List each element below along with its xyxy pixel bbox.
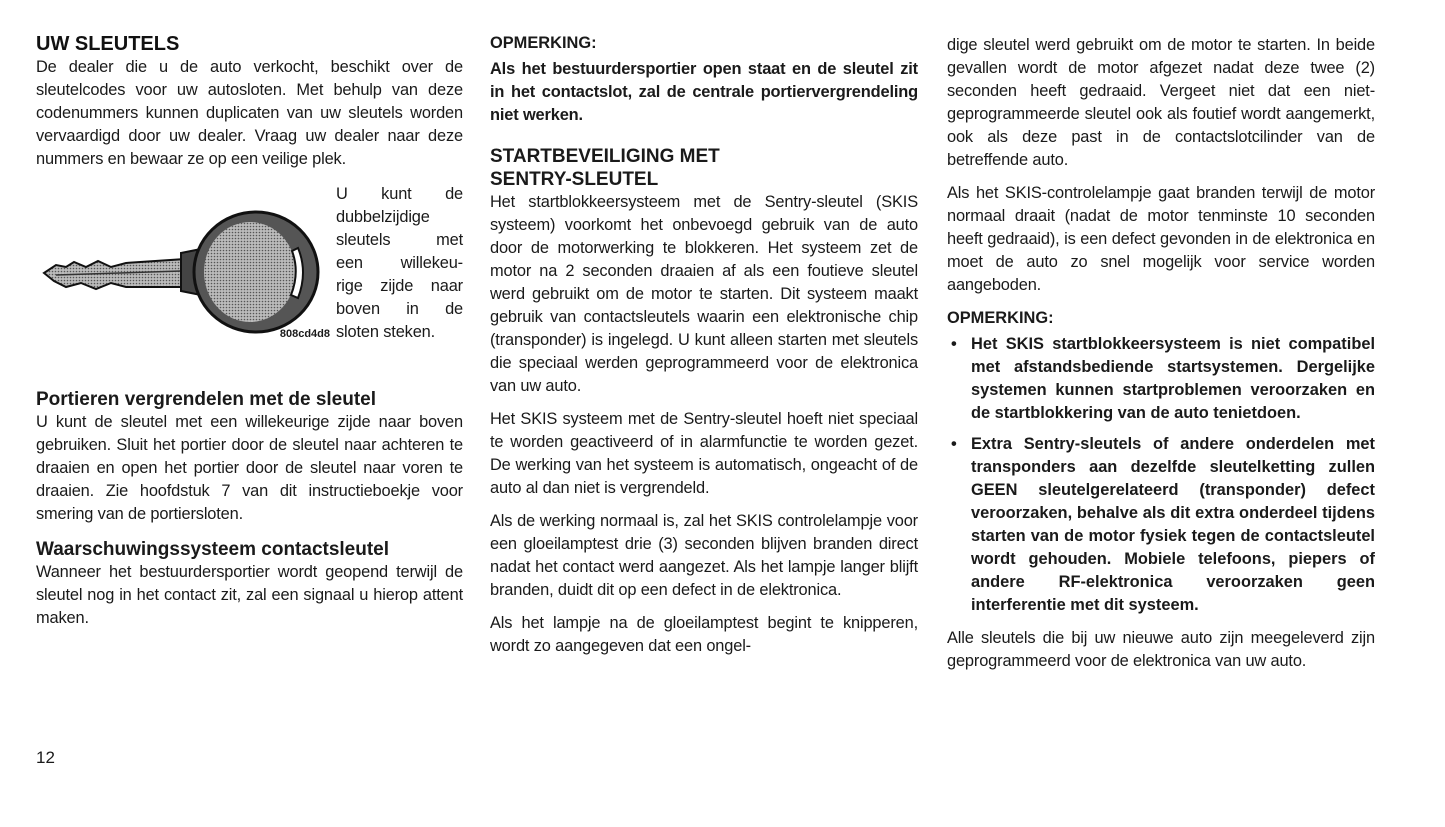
note-bullets <box>947 333 1375 617</box>
sentry-paragraph: Als de werking normaal is, zal het SKIS controlelampje voor een gloeilamptest drie (3) seconden blijven branden direct nadat het contact werd aangezet. Als het lampje langer blijft branden, duidt dit op een defect in de elektronica. <box>490 512 918 599</box>
key-illustration <box>36 183 336 348</box>
door-locking-text: U kunt de sleutel met een willekeurige zijde naar boven gebruiken. Sluit het portier door de sleutel naar achteren te draaien en open het portier door de sleutel naar voren te draaien. Zie hoofdstuk 7 van dit instructieboekje voor smering van de portiersloten. <box>36 413 463 523</box>
key-side-text <box>336 183 463 348</box>
title-line: SENTRY-SLEUTEL <box>490 169 659 190</box>
figure-caption-code: 808cd4d8 <box>279 328 330 340</box>
key-text-line: een willekeu- <box>336 254 463 272</box>
key-text-line: sloten steken. <box>336 323 436 341</box>
note-label: OPMERKING: <box>947 309 1054 327</box>
note-bullet: • Het SKIS startblokkeersysteem is niet compatibel met afstandsbediende startsystemen. Dergelijke systemen kunnen startproblemen veroorzaken en de startblokkering van de auto tenietdoen. <box>947 333 1375 425</box>
note-label: OPMERKING: <box>490 34 597 52</box>
key-text-line: dubbelzijdige <box>336 208 430 226</box>
section-title-key-warning: Waarschuwingssysteem contactsleutel <box>36 539 390 560</box>
column-2 <box>490 32 918 658</box>
column-1 <box>36 32 463 630</box>
key-text-line: U kunt de <box>336 185 463 203</box>
key-text-line: boven in de <box>336 300 463 318</box>
title-line: STARTBEVEILIGING MET <box>490 146 720 167</box>
section-title-sentry <box>490 145 918 191</box>
sentry-paragraph: Als het SKIS-controlelampje gaat branden terwijl de motor normaal draait (nadat de motor tenminste 10 seconden heeft gedraaid), is een defect gevonden in de elektronica en moet de auto zo snel mogelijk voor service worden aangeboden. <box>947 184 1375 294</box>
section-title-door-locking: Portieren vergrendelen met de sleutel <box>36 389 377 410</box>
sentry-paragraph: dige sleutel werd gebruikt om de motor te starten. In beide gevallen wordt de motor afgezet nadat deze twee (2) seconden heeft gedraaid. Vergeet niet dat een niet-geprogrammeerde sleutel ook als foutief wordt aangemerkt, ook als deze past in de contactslotcilinder van de betreffende auto. <box>947 36 1375 169</box>
key-text-line: rige zijde naar <box>336 277 463 295</box>
key-figure-row <box>36 183 463 348</box>
sentry-paragraph: Het SKIS systeem met de Sentry-sleutel hoeft niet speciaal te worden geactiveerd of in alarmfunctie te worden gezet. De werking van het systeem is automatisch, ongeacht of de auto al dan niet is vergrendeld. <box>490 410 918 497</box>
page-number: 12 <box>36 748 55 767</box>
note-text: Als het bestuurdersportier open staat en de sleutel zit in het contactslot, zal de centrale portiervergrendeling niet werken. <box>490 60 918 124</box>
sentry-paragraph: Het startblokkeersysteem met de Sentry-sleutel (SKIS systeem) voorkomt het onbevoegd gebruik van de auto door de motorwerking te blokkeren. Het systeem zet de motor na 2 seconden draaien af als een foutieve sleutel werd gebruikt om de motor te starten. Dit systeem maakt gebruik van contactsleutels waarin een elektronische chip (transponder) is ingelegd. U kunt alleen starten met sleutels die speciaal werden geprogrammeerd voor de elektronica van uw auto. <box>490 193 918 395</box>
key-text-line: sleutels met <box>336 231 463 249</box>
keys-intro: De dealer die u de auto verkocht, beschikt over de sleutelcodes voor uw autosloten. Met behulp van deze codenummers kunnen duplicaten van uw sleutels worden vervaardigd door uw dealer. Vraag uw dealer naar deze nummers en bewaar ze op een veilige plek. <box>36 58 463 168</box>
key-icon <box>36 183 336 348</box>
column-3 <box>947 34 1375 673</box>
closing-paragraph: Alle sleutels die bij uw nieuwe auto zijn meegeleverd zijn geprogrammeerd voor de elektronica van uw auto. <box>947 629 1375 670</box>
key-warning-text: Wanneer het bestuurdersportier wordt geopend terwijl de sleutel nog in het contact zit, zal een signaal u hierop attent maken. <box>36 563 463 627</box>
sentry-paragraph: Als het lampje na de gloeilamptest begint te knipperen, wordt zo aangegeven dat een ongel- <box>490 614 918 655</box>
section-title-keys: UW SLEUTELS <box>36 33 180 55</box>
note-bullet: • Extra Sentry-sleutels of andere onderdelen met transponders aan dezelfde sleutelketting zullen GEEN sleutelgerelateerd (transponder) defect veroorzaken, behalve als dit extra onderdeel tijdens starten van de motor fysiek tegen de contactsleutel wordt gehouden. Mobiele telefoons, piepers of andere RF-elektronica veroorzaken geen interferentie met dit systeem. <box>947 433 1375 617</box>
